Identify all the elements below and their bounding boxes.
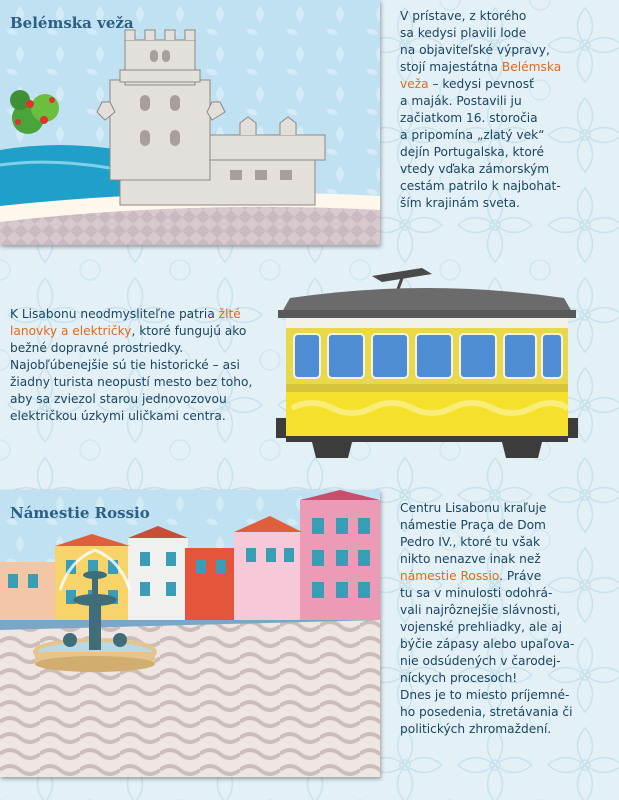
text-line <box>400 602 574 619</box>
text-line <box>400 551 574 568</box>
text-line <box>400 110 561 127</box>
belem-tower-card <box>0 0 380 245</box>
belem-description <box>400 8 561 212</box>
highlighted-term: lanovky a električky <box>10 324 132 338</box>
text-fragment: – kedysi pevnosť <box>428 77 534 91</box>
text-fragment: tu sa v minulosti odohrá- <box>400 586 553 600</box>
text-line <box>10 323 252 340</box>
text-fragment: dejín Portugalska, ktoré <box>400 145 545 159</box>
text-fragment: V prístave, z ktorého <box>400 9 527 23</box>
text-line <box>400 670 574 687</box>
rossio-card-title: Námestie Rossio <box>10 504 150 522</box>
text-fragment: na objaviteľské výpravy, <box>400 43 550 57</box>
text-fragment: aby sa zviezol starou jednovozovou <box>10 392 227 406</box>
highlighted-term: veža <box>400 77 429 91</box>
text-line <box>400 568 574 585</box>
text-line <box>10 374 252 391</box>
text-fragment: vtedy vďaka zámorským <box>400 162 550 176</box>
text-fragment: nie odsúdených v čarodej- <box>400 654 561 668</box>
tram-windows <box>294 334 562 378</box>
highlighted-term: žlté <box>218 307 241 321</box>
text-line <box>10 340 252 357</box>
text-fragment: začiatkom 16. storočia <box>400 111 538 125</box>
text-line <box>400 42 561 59</box>
text-line <box>400 8 561 25</box>
text-fragment: námestie Praça de Dom <box>400 518 546 532</box>
text-fragment: býčie zápasy alebo upaľova- <box>400 637 575 651</box>
text-fragment: a maják. Postavili ju <box>400 94 522 108</box>
text-line <box>10 391 252 408</box>
text-fragment: bežné dopravné prostriedky. <box>10 341 184 355</box>
text-fragment: vojenské prehliadky, ale aj <box>400 620 562 634</box>
text-fragment: žiadny turista neopustí mesto bez toho, <box>10 375 253 389</box>
rossio-description <box>400 500 574 738</box>
text-fragment: Dnes je to miesto príjemné- <box>400 688 570 702</box>
tram-illustration <box>272 268 582 478</box>
text-fragment: ho posedenia, stretávania či <box>400 705 573 719</box>
rossio-square-illustration <box>0 490 380 777</box>
text-fragment: a pripomína „zlatý vek“ <box>400 128 545 142</box>
text-fragment: nikto nenazve inak než <box>400 552 541 566</box>
text-line <box>10 357 252 374</box>
text-line <box>400 195 561 212</box>
text-line <box>400 25 561 42</box>
text-line <box>400 585 574 602</box>
text-line <box>400 704 574 721</box>
text-fragment: Najobľúbenejšie sú tie historické – asi <box>10 358 240 372</box>
belem-card-title: Belémska veža <box>10 14 134 32</box>
text-fragment: električkou úzkymi uličkami centra. <box>10 409 226 423</box>
text-line <box>400 721 574 738</box>
text-line <box>10 408 252 425</box>
text-line <box>400 59 561 76</box>
text-line <box>400 517 574 534</box>
text-fragment: . Práve <box>499 569 542 583</box>
text-fragment: Pedro IV., ktoré tu však <box>400 535 541 549</box>
text-line <box>400 619 574 636</box>
text-fragment: cestám patrilo k najbohat- <box>400 179 561 193</box>
belem-tower-illustration <box>0 0 380 245</box>
text-fragment: politických zhromaždení. <box>400 722 552 736</box>
text-line <box>10 306 252 323</box>
text-line <box>400 500 574 517</box>
tram-roof <box>282 288 572 312</box>
text-line <box>400 93 561 110</box>
text-fragment: vali najrôznejšie slávnosti, <box>400 603 561 617</box>
text-fragment: ším krajinám sveta. <box>400 196 520 210</box>
text-line <box>400 534 574 551</box>
text-line <box>400 687 574 704</box>
highlighted-term: námestie Rossio <box>400 569 500 583</box>
text-line <box>400 127 561 144</box>
highlighted-term: Belémska <box>501 60 562 74</box>
text-line <box>400 76 561 93</box>
text-line <box>400 144 561 161</box>
text-fragment: níckych procesoch! <box>400 671 518 685</box>
text-fragment: Centru Lisabonu kraľuje <box>400 501 547 515</box>
rossio-square-card <box>0 490 380 777</box>
text-fragment: stojí majestátna <box>400 60 502 74</box>
text-line <box>400 653 574 670</box>
text-fragment: , ktoré fungujú ako <box>131 324 247 338</box>
text-fragment: K Lisabonu neodmysliteľne patria <box>10 307 219 321</box>
text-line <box>400 178 561 195</box>
text-line <box>400 636 574 653</box>
text-line <box>400 161 561 178</box>
tram-description <box>10 306 252 425</box>
text-fragment: sa kedysi plavili lode <box>400 26 527 40</box>
